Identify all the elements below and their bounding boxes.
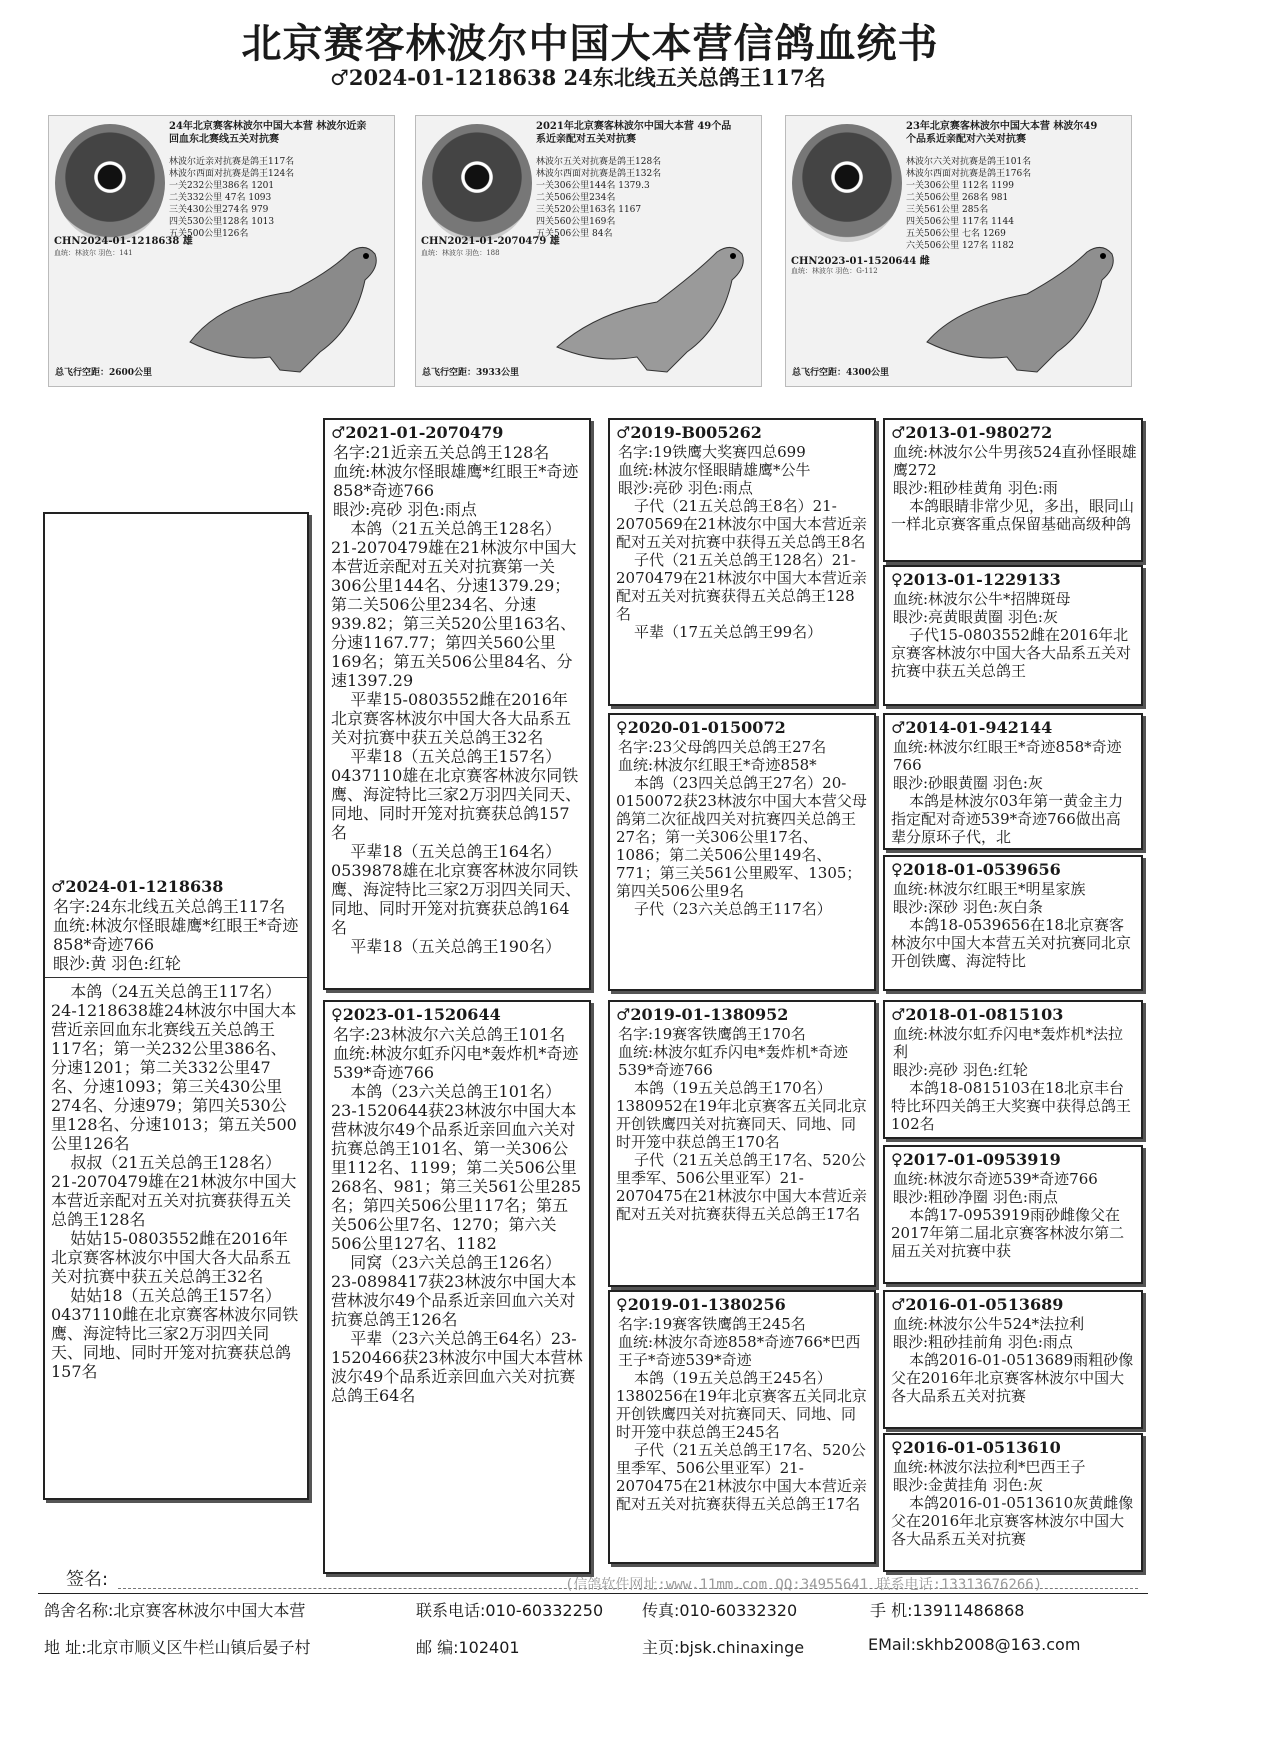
pigeon-name: 名字:24东北线五关总鸽王117名 [53, 897, 286, 916]
pigeon-name: 名字:19赛客铁鹰鸽王170名 [618, 1025, 806, 1043]
homepage-link[interactable]: 主页:bjsk.chinaxinge [642, 1638, 805, 1657]
record-text: 本鸽2016-01-0513610灰黄雌像父在2016年北京赛客林波尔中国大各大品系五关对抗赛 [891, 1494, 1134, 1548]
bloodline: 血统:林波尔怪眼雄鹰*红眼王*奇迹858*奇迹766 [333, 462, 579, 500]
zip-code: 邮 编:102401 [416, 1638, 520, 1657]
photo-line: 林波尔西面对抗赛是鸽王124名 [169, 169, 295, 179]
bloodline: 血统:林波尔红眼王*明星家族 [893, 880, 1086, 898]
photo-line: 四关506公里 117名 1144 [906, 217, 1014, 227]
photo-line: 五关506公里 七名 1269 [906, 229, 1006, 239]
record-text: 平辈18（五关总鸽王190名） [350, 937, 562, 956]
eye-color: 眼沙:亮砂 羽色:红轮 [893, 1061, 1028, 1079]
photo-line: 三关520公里163名 1167 [536, 205, 642, 215]
great-grandparent-card [883, 1290, 1143, 1429]
record-text: 本鸽眼睛非常少见，多出，眼同山一样北京赛客重点保留基础高级种鸽 [891, 497, 1135, 533]
record-text: 本鸽（19五关总鸽王245名）1380256在19年北京赛客五关同北京开创铁鹰四关对抗赛同天、同地、同时开笼中获总鸽王245名 [616, 1369, 867, 1441]
ring-number: ♂2024-01-1218638 [51, 877, 224, 896]
great-grandparent-card [883, 713, 1143, 850]
address: 地 址:北京市顺义区牛栏山镇后晏子村 [44, 1638, 311, 1657]
eye-color: 眼沙:亮砂 羽色:雨点 [333, 500, 477, 519]
eye-color: 眼沙:粗砂桂黄角 羽色:雨 [893, 479, 1058, 497]
photo-line: 五关500公里126名 [169, 229, 249, 239]
record-text: 平辈（17五关总鸽王99名） [634, 623, 823, 641]
record-text: 子代（23六关总鸽王117名） [634, 900, 832, 918]
grandparent-card [608, 418, 876, 706]
photo-ring-number: CHN2024-01-1218638 雄 [54, 236, 193, 247]
ring-number: ♀2018-01-0539656 [891, 860, 1061, 879]
ring-number: ♂2016-01-0513689 [891, 1295, 1064, 1314]
eye-color: 眼沙:黄 羽色:红轮 [53, 954, 181, 973]
pigeon-name: 名字:21近亲五关总鸽王128名 [333, 443, 550, 462]
record-text: 本鸽18-0815103在18北京丰台特比环四关鸽王大奖赛中获得总鸽王102名 [891, 1079, 1132, 1133]
record-text: 本鸽（23四关总鸽王27名）20-0150072获23林波尔中国大本营父母鸽第二次征战四关对抗赛四关总鸽王27名；第一关306公里17名、1086；第二关506公里149名、771；第三关561公里殿军、1305；第四关506公里9名 [616, 774, 867, 900]
record-text: 同窝（23六关总鸽王126名）23-0898417获23林波尔中国大本营林波尔49个品系近亲回血六关对抗赛总鸽王126名 [331, 1253, 577, 1329]
record-text: 姑姑18（五关总鸽王157名）0437110雌在北京赛客林波尔同铁鹰、海淀特比三家2万羽四关同天、同地、同时开笼对抗赛获总鸽157名 [51, 1286, 299, 1381]
bloodline: 血统:林波尔怪眼睛雄鹰*公牛 [618, 461, 811, 479]
record-text: 叔叔（21五关总鸽王128名）21-2070479雄在21林波尔中国大本营近亲配对五关对抗赛获得五关总鸽王128名 [51, 1153, 297, 1229]
pigeon-photo-1 [48, 115, 395, 387]
photo-line: 三关561公里 285名 [906, 205, 989, 215]
eye-color: 眼沙:粗砂挂前角 羽色:雨点 [893, 1333, 1073, 1351]
record-text: 子代（21五关总鸽王128名）21-2070479在21林波尔中国大本营近亲配对五关对抗赛获得五关总鸽王128名 [616, 551, 867, 623]
record-text: 子代（21五关总鸽王17名、520公里季军、506公里亚军）21-2070475在21林波尔中国大本营近亲配对五关对抗赛获得五关总鸽王17名 [616, 1151, 867, 1223]
photo-line: 六关506公里 127名 1182 [906, 241, 1014, 251]
great-grandparent-card [883, 855, 1143, 991]
software-info: (信鸽软件网址:www.11mm.com QQ:34955641 联系电话:13313676266) [565, 1577, 1043, 1593]
page-title: 北京赛客林波尔中国大本营信鸽血统书 [241, 21, 939, 67]
pigeon-name: 名字:19赛客铁鹰鸽王245名 [618, 1315, 806, 1333]
photo-line: 三关430公里274名 979 [169, 205, 269, 215]
photo-info: 血统：林波尔 羽色：188 [421, 249, 500, 257]
bloodline: 血统:林波尔公牛524*法拉利 [893, 1315, 1085, 1333]
great-grandparent-card [883, 1145, 1143, 1284]
eye-color: 眼沙:粗砂净圈 羽色:雨点 [893, 1188, 1058, 1206]
ring-number: ♀2019-01-1380256 [616, 1295, 786, 1314]
eye-color: 眼沙:亮砂 羽色:雨点 [618, 479, 753, 497]
record-text: 子代（21五关总鸽王8名）21-2070569在21林波尔中国大本营近亲配对五关对抗赛中获得五关总鸽王8名 [616, 497, 867, 551]
photo-ring-number: CHN2023-01-1520644 雌 [791, 256, 930, 267]
ring-number: ♂2019-B005262 [616, 423, 762, 442]
ring-number: ♂2014-01-942144 [891, 718, 1053, 737]
photo-flight-distance: 总飞行空距：4300公里 [792, 368, 890, 378]
photo-caption: 24年北京赛客林波尔中国大本营 林波尔近亲回血东北赛线五关对抗赛 [169, 121, 367, 145]
bloodline: 血统:林波尔红眼王*奇迹858*奇迹766 [893, 738, 1122, 774]
ring-number: ♀2020-01-0150072 [616, 718, 786, 737]
pigeon-eye-image [422, 124, 532, 242]
signature-label: 签名: [66, 1569, 109, 1590]
bloodline: 血统:林波尔红眼王*奇迹858* [618, 756, 817, 774]
photo-line: 一关306公里144名 1379.3 [536, 181, 650, 191]
ring-number: ♀2016-01-0513610 [891, 1438, 1061, 1457]
ring-number: ♂2021-01-2070479 [331, 423, 504, 442]
bloodline: 血统:林波尔虹乔闪电*轰炸机*奇迹539*奇迹766 [333, 1044, 579, 1082]
eye-color: 眼沙:金黄挂角 羽色:灰 [893, 1476, 1043, 1494]
fax-number: 传真:010-60332320 [642, 1601, 798, 1620]
pigeon-name: 名字:19铁鹰大奖赛四总699 [618, 443, 806, 461]
bloodline: 血统:林波尔法拉利*巴西王子 [893, 1458, 1086, 1476]
record-text: 本鸽2016-01-0513689雨粗砂像父在2016年北京赛客林波尔中国大各大品系五关对抗赛 [891, 1351, 1134, 1405]
record-text: 子代（21五关总鸽王17名、520公里季军、506公里亚军）21-2070475在21林波尔中国大本营近亲配对五关对抗赛获得五关总鸽王17名 [616, 1441, 867, 1513]
photo-line: 一关232公里386名 1201 [169, 181, 275, 191]
ring-number: ♀2013-01-1229133 [891, 570, 1061, 589]
grandparent-card [608, 713, 876, 991]
record-text: 本鸽（19五关总鸽王170名）1380952在19年北京赛客五关同北京开创铁鹰四关对抗赛同天、同地、同时开笼中获总鸽王170名 [616, 1079, 867, 1151]
record-text: 姑姑15-0803552雌在2016年北京赛客林波尔中国大各大品系五关对抗赛中获五关总鸽王32名 [51, 1229, 292, 1286]
photo-line: 一关306公里 112名 1199 [906, 181, 1014, 191]
record-text: 本鸽（24五关总鸽王117名）24-1218638雄24林波尔中国大本营近亲回血东北赛线五关总鸽王117名；第一关232公里386名、分速1201；第二关332公里47名、分速1093；第三关430公里274名、分速979；第四关530公里128名、分速1013；第五关500公里126名 [51, 982, 297, 1153]
ring-number: ♂2019-01-1380952 [616, 1005, 789, 1024]
great-grandparent-card [883, 565, 1143, 706]
sire-card [323, 418, 591, 990]
grandparent-card [608, 1290, 876, 1564]
eye-color: 眼沙:亮黄眼黄圈 羽色:灰 [893, 608, 1058, 626]
email-link[interactable]: EMail:skhb2008@163.com [868, 1635, 1081, 1654]
pigeon-icon [917, 232, 1127, 382]
photo-caption: 2021年北京赛客林波尔中国大本营 49个品系近亲配对五关对抗赛 [536, 121, 732, 145]
bloodline: 血统:林波尔奇迹539*奇迹766 [893, 1170, 1098, 1188]
bloodline: 血统:林波尔公牛*招牌斑母 [893, 590, 1071, 608]
pigeon-eye-image [792, 124, 902, 242]
photo-line: 二关506公里 268名 981 [906, 193, 1009, 203]
great-grandparent-card [883, 1433, 1143, 1572]
record-text: 平辈（23六关总鸽王64名）23-1520466获23林波尔中国大本营林波尔49个品系近亲回血六关对抗赛总鸽王64名 [331, 1329, 583, 1405]
photo-line: 二关332公里 47名 1093 [169, 193, 272, 203]
pigeon-icon [180, 232, 390, 382]
record-text: 本鸽（23六关总鸽王101名）23-1520644获23林波尔中国大本营林波尔49个品系近亲回血六关对抗赛总鸽王101名、第一关306公里112名、1199；第二关506公里268名、981；第三关561公里285名；第四关506公里117名；第五关506公里7名、1270；第六关506公里127名、1182 [331, 1082, 582, 1253]
pigeon-photo-2 [415, 115, 762, 387]
record-text: 子代15-0803552雌在2016年北京赛客林波尔中国大各大品系五关对抗赛中获五关总鸽王 [891, 626, 1132, 680]
mobile-number: 手 机:13911486868 [870, 1601, 1025, 1620]
record-text: 平辈15-0803552雌在2016年北京赛客林波尔中国大各大品系五关对抗赛中获五关总鸽王32名 [331, 690, 572, 747]
bloodline: 血统:林波尔虹乔闪电*轰炸机*法拉利 [893, 1025, 1124, 1061]
photo-flight-distance: 总飞行空距：3933公里 [422, 368, 520, 378]
photo-info: 血统：林波尔 羽色：G-112 [791, 267, 878, 275]
photo-line: 林波尔近亲对抗赛是鸽王117名 [169, 157, 295, 167]
great-grandparent-card [883, 1000, 1143, 1139]
pigeon-eye-image [55, 124, 165, 242]
bloodline: 血统:林波尔公牛男孩524直孙怪眼雄鹰272 [893, 443, 1137, 479]
main-pigeon-card [43, 512, 309, 1500]
pigeon-icon [547, 232, 757, 382]
dam-card [323, 1000, 591, 1574]
record-text: 平辈18（五关总鸽王157名）0437110雄在北京赛客林波尔同铁鹰、海淀特比三家2万羽四关同天、同地、同时开笼对抗赛获总鸽157名 [331, 747, 582, 842]
record-text: 本鸽17-0953919雨砂雌像父在2017年第二届北京赛客林波尔第二届五关对抗赛中获 [891, 1206, 1125, 1260]
photo-ring-number: CHN2021-01-2070479 雄 [421, 236, 560, 247]
ring-number: ♂2018-01-0815103 [891, 1005, 1064, 1024]
ring-number: ♀2017-01-0953919 [891, 1150, 1061, 1169]
photo-line: 林波尔西面对抗赛是鸽王132名 [536, 169, 662, 179]
photo-line: 林波尔五关对抗赛是鸽王128名 [536, 157, 662, 167]
bloodline: 血统:林波尔虹乔闪电*轰炸机*奇迹539*奇迹766 [618, 1043, 849, 1079]
photo-line: 二关506公里234名 [536, 193, 616, 203]
bloodline: 血统:林波尔怪眼雄鹰*红眼王*奇迹858*奇迹766 [53, 916, 299, 954]
photo-caption: 23年北京赛客林波尔中国大本营 林波尔49个品系近亲配对六关对抗赛 [906, 121, 1098, 145]
eye-color: 眼沙:深砂 羽色:灰白条 [893, 898, 1043, 916]
photo-line: 五关506公里 84名 [536, 229, 613, 239]
loft-name: 鸽舍名称:北京赛客林波尔中国大本营 [44, 1601, 306, 1620]
record-text: 本鸽是林波尔03年第一黄金主力指定配对奇迹539*奇迹766做出高辈分原环子代，北 [891, 792, 1124, 846]
bloodline: 血统:林波尔奇迹858*奇迹766*巴西王子*奇迹539*奇迹 [618, 1333, 861, 1369]
ring-number: ♀2023-01-1520644 [331, 1005, 501, 1024]
contact-phone: 联系电话:010-60332250 [416, 1601, 604, 1620]
record-text: 本鸽18-0539656在18北京赛客林波尔中国大本营五关对抗赛同北京开创铁鹰、海淀特比 [891, 916, 1132, 970]
photo-flight-distance: 总飞行空距：2600公里 [55, 368, 153, 378]
eye-color: 眼沙:砂眼黄圈 羽色:灰 [893, 774, 1043, 792]
record-text: 平辈18（五关总鸽王164名）0539878雄在北京赛客林波尔同铁鹰、海淀特比三家2万羽四关同天、同地、同时开笼对抗赛获总鸽164名 [331, 842, 582, 937]
photo-line: 四关530公里128名 1013 [169, 217, 275, 227]
photo-info: 血统：林波尔 羽色：141 [54, 249, 133, 257]
photo-line: 林波尔六关对抗赛是鸽王101名 [906, 157, 1032, 167]
ring-number: ♂2013-01-980272 [891, 423, 1053, 442]
footer-divider [38, 1593, 1148, 1594]
record-text: 本鸽（21五关总鸽王128名）21-2070479雄在21林波尔中国大本营近亲配对五关对抗赛第一关306公里144名、分速1379.29；第二关506公里234名、分速939.82；第三关520公里163名、分速1167.77；第四关560公里169名；第五关506公里84名、分速1397.29 [331, 519, 577, 690]
pigeon-name: 名字:23父母鸽四关总鸽王27名 [618, 738, 827, 756]
photo-line: 四关560公里169名 [536, 217, 616, 227]
pigeon-photo-3 [785, 115, 1132, 387]
photo-line: 林波尔西面对抗赛是鸽王176名 [906, 169, 1032, 179]
page-subtitle: ♂2024-01-1218638 24东北线五关总鸽王117名 [330, 65, 826, 90]
great-grandparent-card [883, 418, 1143, 562]
grandparent-card [608, 1000, 876, 1287]
pigeon-name: 名字:23林波尔六关总鸽王101名 [333, 1025, 566, 1044]
